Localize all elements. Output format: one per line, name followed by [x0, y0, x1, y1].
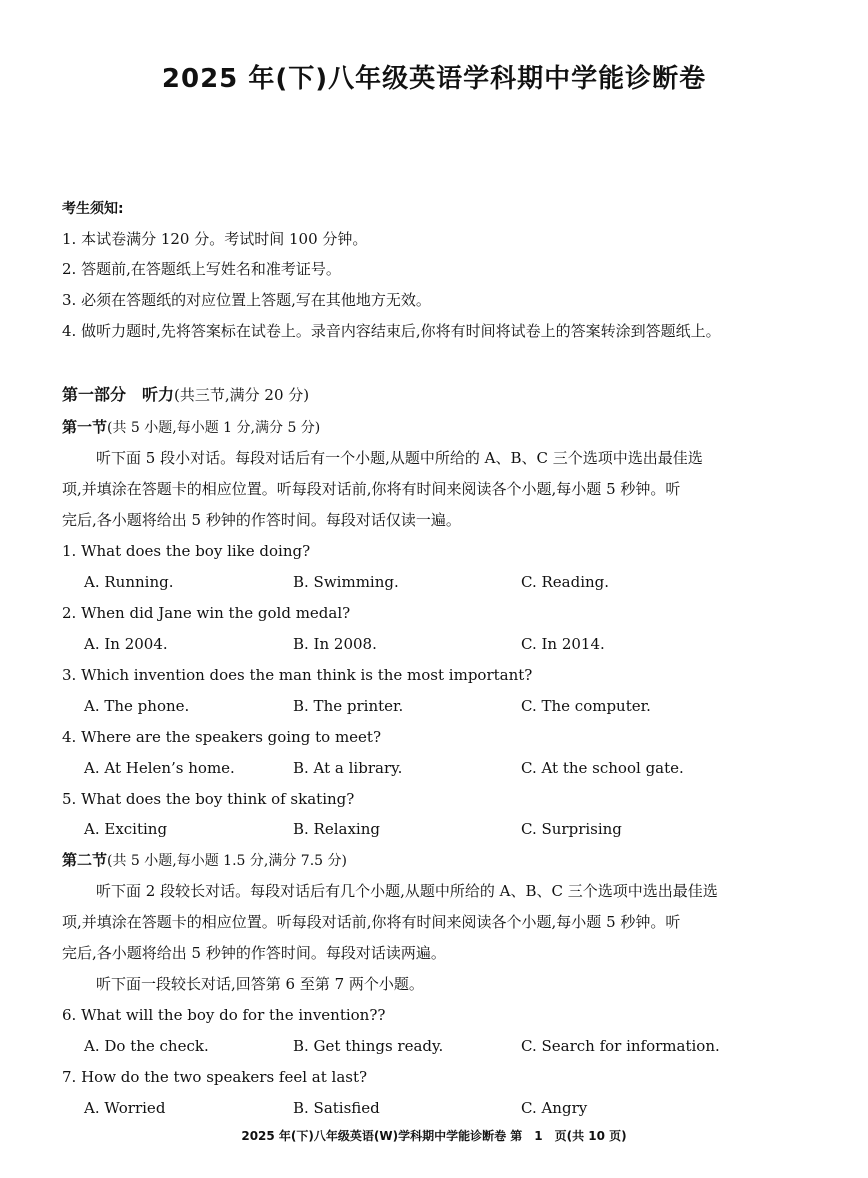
option-b: B. In 2008. [293, 635, 377, 653]
instruction-line: 完后,各小题将给出 5 秒钟的作答时间。每段对话仅读一遍。 [62, 511, 461, 529]
option-a: A. Worried [84, 1099, 166, 1117]
option-b: B. Relaxing [293, 820, 380, 838]
option-b: B. Get things ready. [293, 1037, 444, 1055]
question-text: 5. What does the boy think of skating? [62, 790, 355, 808]
section-note: (共 5 小题,每小题 1 分,满分 5 分) [107, 420, 321, 436]
sub-instruction: 听下面一段较长对话,回答第 6 至第 7 两个小题。 [96, 975, 424, 993]
section-heading [62, 850, 347, 871]
section-note: (共 5 小题,每小题 1.5 分,满分 7.5 分) [107, 853, 347, 869]
question-text: 1. What does the boy like doing? [62, 542, 311, 560]
notice-heading: 考生须知: [62, 201, 124, 217]
option-b: B. The printer. [293, 697, 404, 715]
option-b: B. Swimming. [293, 573, 399, 591]
option-c: C. At the school gate. [521, 759, 684, 777]
option-b: B. Satisfied [293, 1099, 380, 1117]
section-title: 第二节 [62, 851, 108, 869]
part-heading [62, 385, 309, 405]
option-c: C. Search for information. [521, 1037, 720, 1055]
instruction-line: 项,并填涂在答题卡的相应位置。听每段对话前,你将有时间来阅读各个小题,每小题 5 秒钟。听 [62, 480, 681, 498]
option-c: C. The computer. [521, 697, 651, 715]
part-title: 第一部分 听力 [62, 385, 175, 404]
instruction-line: 听下面 5 段小对话。每段对话后有一个小题,从题中所给的 A、B、C 三个选项中选出最佳选 [96, 449, 703, 467]
option-c: C. Surprising [521, 820, 622, 838]
instruction-line: 完后,各小题将给出 5 秒钟的作答时间。每段对话读两遍。 [62, 944, 446, 962]
notice-item: 1. 本试卷满分 120 分。考试时间 100 分钟。 [62, 230, 368, 248]
question-text: 3. Which invention does the man think is the most important? [62, 666, 533, 684]
option-a: A. Exciting [84, 820, 168, 838]
question-text: 2. When did Jane win the gold medal? [62, 604, 351, 622]
option-a: A. Do the check. [84, 1037, 209, 1055]
option-a: A. At Helen’s home. [84, 759, 235, 777]
page-footer: 2025 年(下)八年级英语(W)学科期中学能诊断卷 第 1 页(共 10 页) [241, 1129, 627, 1143]
instruction-line: 听下面 2 段较长对话。每段对话后有几个小题,从题中所给的 A、B、C 三个选项中选出最佳选 [96, 882, 718, 900]
option-a: A. The phone. [84, 697, 190, 715]
section-heading [62, 417, 320, 438]
question-text: 4. Where are the speakers going to meet? [62, 728, 381, 746]
section-title: 第一节 [62, 418, 108, 436]
option-c: C. Reading. [521, 573, 610, 591]
option-c: C. In 2014. [521, 635, 605, 653]
instruction-line: 项,并填涂在答题卡的相应位置。听每段对话前,你将有时间来阅读各个小题,每小题 5 秒钟。听 [62, 913, 681, 931]
notice-item: 3. 必须在答题纸的对应位置上答题,写在其他地方无效。 [62, 291, 431, 309]
page-title: 2025 年(下)八年级英语学科期中学能诊断卷 [161, 64, 707, 94]
question-text: 7. How do the two speakers feel at last? [62, 1068, 368, 1086]
option-a: A. In 2004. [84, 635, 168, 653]
notice-item: 2. 答题前,在答题纸上写姓名和准考证号。 [62, 260, 341, 278]
part-note: (共三节,满分 20 分) [174, 386, 310, 404]
option-b: B. At a library. [293, 759, 403, 777]
question-text: 6. What will the boy do for the invention?? [62, 1006, 386, 1024]
option-c: C. Angry [521, 1099, 588, 1117]
notice-item: 4. 做听力题时,先将答案标在试卷上。录音内容结束后,你将有时间将试卷上的答案转涂到答题纸上。 [62, 322, 721, 340]
option-a: A. Running. [84, 573, 174, 591]
